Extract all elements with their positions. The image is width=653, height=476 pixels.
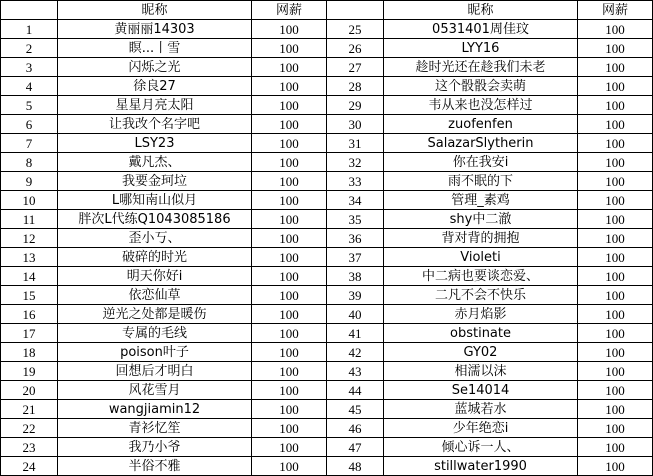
cell-right-index: 29 — [327, 96, 384, 115]
cell-left-pay: 100 — [252, 400, 327, 419]
cell-right-nickname: obstinate — [384, 324, 578, 343]
cell-right-nickname: 少年绝恋i — [384, 419, 578, 438]
cell-right-nickname: Se14014 — [384, 381, 578, 400]
cell-left-pay: 100 — [252, 77, 327, 96]
table-row — [1, 210, 653, 229]
cell-left-nickname: 闪烁之光 — [58, 58, 252, 77]
cell-left-pay: 100 — [252, 191, 327, 210]
cell-left-nickname: 戴凡杰、 — [58, 153, 252, 172]
cell-right-pay: 100 — [578, 20, 653, 39]
cell-left-pay: 100 — [252, 362, 327, 381]
cell-left-index: 10 — [1, 191, 58, 210]
cell-right-index: 27 — [327, 58, 384, 77]
cell-right-index: 43 — [327, 362, 384, 381]
table-row — [1, 191, 653, 210]
table-row — [1, 324, 653, 343]
cell-left-pay: 100 — [252, 343, 327, 362]
cell-right-pay: 100 — [578, 324, 653, 343]
table-header-row — [1, 1, 653, 20]
cell-left-index: 1 — [1, 20, 58, 39]
cell-right-index: 46 — [327, 419, 384, 438]
cell-right-index: 42 — [327, 343, 384, 362]
cell-left-index: 6 — [1, 115, 58, 134]
cell-right-nickname: shy中二澈 — [384, 210, 578, 229]
cell-left-nickname: 星星月亮太阳 — [58, 96, 252, 115]
cell-left-index: 4 — [1, 77, 58, 96]
table-row — [1, 20, 653, 39]
cell-right-index: 45 — [327, 400, 384, 419]
cell-right-index: 34 — [327, 191, 384, 210]
table-row — [1, 400, 653, 419]
table-body — [1, 20, 653, 476]
cell-left-pay: 100 — [252, 134, 327, 153]
cell-left-index: 23 — [1, 438, 58, 457]
cell-left-nickname: LSY23 — [58, 134, 252, 153]
cell-left-index: 8 — [1, 153, 58, 172]
cell-right-index: 31 — [327, 134, 384, 153]
cell-left-nickname: 破碎的时光 — [58, 248, 252, 267]
cell-left-pay: 100 — [252, 419, 327, 438]
cell-right-pay: 100 — [578, 286, 653, 305]
cell-right-nickname: 0531401周佳玟 — [384, 20, 578, 39]
cell-left-nickname: 让我改个名字吧 — [58, 115, 252, 134]
cell-left-index: 14 — [1, 267, 58, 286]
cell-right-nickname: 相濡以沫 — [384, 362, 578, 381]
cell-left-nickname: 歪小丂、 — [58, 229, 252, 248]
cell-right-pay: 100 — [578, 153, 653, 172]
cell-left-index: 20 — [1, 381, 58, 400]
cell-right-pay: 100 — [578, 248, 653, 267]
cell-right-pay: 100 — [578, 381, 653, 400]
header-left-nickname: 昵称 — [58, 1, 252, 20]
cell-left-nickname: 瞑...丨雪 — [58, 39, 252, 58]
cell-right-index: 32 — [327, 153, 384, 172]
cell-left-index: 19 — [1, 362, 58, 381]
cell-right-pay: 100 — [578, 438, 653, 457]
cell-right-index: 39 — [327, 286, 384, 305]
cell-left-pay: 100 — [252, 39, 327, 58]
cell-left-pay: 100 — [252, 457, 327, 476]
cell-left-nickname: 逆光之处都是暖伤 — [58, 305, 252, 324]
cell-right-pay: 100 — [578, 229, 653, 248]
cell-left-pay: 100 — [252, 153, 327, 172]
cell-left-pay: 100 — [252, 96, 327, 115]
cell-right-nickname: 背对背的拥抱 — [384, 229, 578, 248]
cell-right-nickname: Violeti — [384, 248, 578, 267]
cell-right-pay: 100 — [578, 172, 653, 191]
cell-left-nickname: L哪知南山似月 — [58, 191, 252, 210]
cell-right-nickname: 赤月焰影 — [384, 305, 578, 324]
cell-right-index: 26 — [327, 39, 384, 58]
table-header — [1, 1, 653, 20]
cell-right-index: 37 — [327, 248, 384, 267]
cell-left-nickname: 徐良27 — [58, 77, 252, 96]
cell-right-pay: 100 — [578, 400, 653, 419]
cell-right-index: 30 — [327, 115, 384, 134]
cell-left-nickname: 回想后才明白 — [58, 362, 252, 381]
cell-left-nickname: 我乃小爷 — [58, 438, 252, 457]
cell-left-index: 13 — [1, 248, 58, 267]
cell-left-pay: 100 — [252, 20, 327, 39]
cell-right-nickname: 管理_素鸡 — [384, 191, 578, 210]
cell-left-index: 24 — [1, 457, 58, 476]
cell-left-nickname: 黄丽丽14303 — [58, 20, 252, 39]
cell-left-index: 17 — [1, 324, 58, 343]
cell-left-pay: 100 — [252, 267, 327, 286]
cell-right-nickname: 蓝城若水 — [384, 400, 578, 419]
cell-left-nickname: 依恋仙草 — [58, 286, 252, 305]
cell-right-nickname: GY02 — [384, 343, 578, 362]
cell-right-nickname: 你在我安i — [384, 153, 578, 172]
table-row — [1, 381, 653, 400]
cell-right-pay: 100 — [578, 457, 653, 476]
cell-right-index: 40 — [327, 305, 384, 324]
cell-left-pay: 100 — [252, 305, 327, 324]
header-left-index — [1, 1, 58, 20]
cell-right-index: 25 — [327, 20, 384, 39]
cell-left-pay: 100 — [252, 229, 327, 248]
cell-left-pay: 100 — [252, 172, 327, 191]
table-row — [1, 115, 653, 134]
cell-left-index: 15 — [1, 286, 58, 305]
cell-right-index: 41 — [327, 324, 384, 343]
cell-left-pay: 100 — [252, 381, 327, 400]
cell-left-nickname: poison叶子 — [58, 343, 252, 362]
table-row — [1, 248, 653, 267]
cell-right-pay: 100 — [578, 134, 653, 153]
cell-right-pay: 100 — [578, 96, 653, 115]
cell-right-nickname: 倾心诉一人、 — [384, 438, 578, 457]
cell-left-nickname: 风花雪月 — [58, 381, 252, 400]
cell-left-nickname: 专属的毛线 — [58, 324, 252, 343]
table-row — [1, 77, 653, 96]
table-row — [1, 134, 653, 153]
cell-left-index: 12 — [1, 229, 58, 248]
cell-left-index: 22 — [1, 419, 58, 438]
header-right-pay: 网薪 — [578, 1, 653, 20]
cell-right-nickname: 韦从来也没怎样过 — [384, 96, 578, 115]
table-row — [1, 153, 653, 172]
cell-right-pay: 100 — [578, 115, 653, 134]
cell-left-pay: 100 — [252, 438, 327, 457]
cell-left-index: 18 — [1, 343, 58, 362]
cell-right-index: 33 — [327, 172, 384, 191]
cell-right-nickname: 这个骰骰会卖萌 — [384, 77, 578, 96]
cell-right-index: 48 — [327, 457, 384, 476]
cell-right-nickname: SalazarSlytherin — [384, 134, 578, 153]
cell-right-index: 35 — [327, 210, 384, 229]
cell-left-nickname: 胖次L代练Q1043085186 — [58, 210, 252, 229]
cell-left-pay: 100 — [252, 58, 327, 77]
cell-right-nickname: zuofenfen — [384, 115, 578, 134]
table-row — [1, 419, 653, 438]
table-row — [1, 305, 653, 324]
table-row — [1, 267, 653, 286]
table-row — [1, 438, 653, 457]
header-left-pay: 网薪 — [252, 1, 327, 20]
cell-left-index: 9 — [1, 172, 58, 191]
cell-right-pay: 100 — [578, 58, 653, 77]
cell-left-index: 16 — [1, 305, 58, 324]
cell-left-index: 2 — [1, 39, 58, 58]
table-row — [1, 343, 653, 362]
table-row — [1, 39, 653, 58]
cell-right-nickname: 中二病也要谈恋爱、 — [384, 267, 578, 286]
table-row — [1, 362, 653, 381]
cell-right-pay: 100 — [578, 210, 653, 229]
cell-left-index: 11 — [1, 210, 58, 229]
cell-left-nickname: 青衫忆笙 — [58, 419, 252, 438]
cell-left-index: 3 — [1, 58, 58, 77]
cell-right-pay: 100 — [578, 362, 653, 381]
cell-right-index: 28 — [327, 77, 384, 96]
table-row — [1, 58, 653, 77]
header-right-index — [327, 1, 384, 20]
table-row — [1, 172, 653, 191]
table-row — [1, 457, 653, 476]
cell-right-index: 47 — [327, 438, 384, 457]
cell-right-index: 38 — [327, 267, 384, 286]
cell-right-index: 36 — [327, 229, 384, 248]
table-row — [1, 96, 653, 115]
cell-right-pay: 100 — [578, 267, 653, 286]
cell-left-nickname: 明天你好i — [58, 267, 252, 286]
cell-right-pay: 100 — [578, 419, 653, 438]
cell-left-pay: 100 — [252, 115, 327, 134]
cell-left-pay: 100 — [252, 210, 327, 229]
cell-left-pay: 100 — [252, 286, 327, 305]
cell-left-nickname: 半俗不雅 — [58, 457, 252, 476]
cell-right-pay: 100 — [578, 39, 653, 58]
table-row — [1, 286, 653, 305]
cell-left-pay: 100 — [252, 248, 327, 267]
cell-left-nickname: wangjiamin12 — [58, 400, 252, 419]
cell-right-pay: 100 — [578, 77, 653, 96]
cell-left-index: 21 — [1, 400, 58, 419]
cell-right-nickname: LYY16 — [384, 39, 578, 58]
cell-left-nickname: 我要金珂垃 — [58, 172, 252, 191]
header-right-nickname: 昵称 — [384, 1, 578, 20]
cell-right-nickname: 二凡不会不快乐 — [384, 286, 578, 305]
cell-right-index: 44 — [327, 381, 384, 400]
cell-right-pay: 100 — [578, 305, 653, 324]
cell-right-nickname: 趁时光还在趁我们未老 — [384, 58, 578, 77]
cell-right-nickname: stillwater1990 — [384, 457, 578, 476]
table-row — [1, 229, 653, 248]
cell-right-pay: 100 — [578, 191, 653, 210]
cell-left-index: 7 — [1, 134, 58, 153]
cell-right-nickname: 雨不眠的下 — [384, 172, 578, 191]
cell-right-pay: 100 — [578, 343, 653, 362]
cell-left-pay: 100 — [252, 324, 327, 343]
cell-left-index: 5 — [1, 96, 58, 115]
